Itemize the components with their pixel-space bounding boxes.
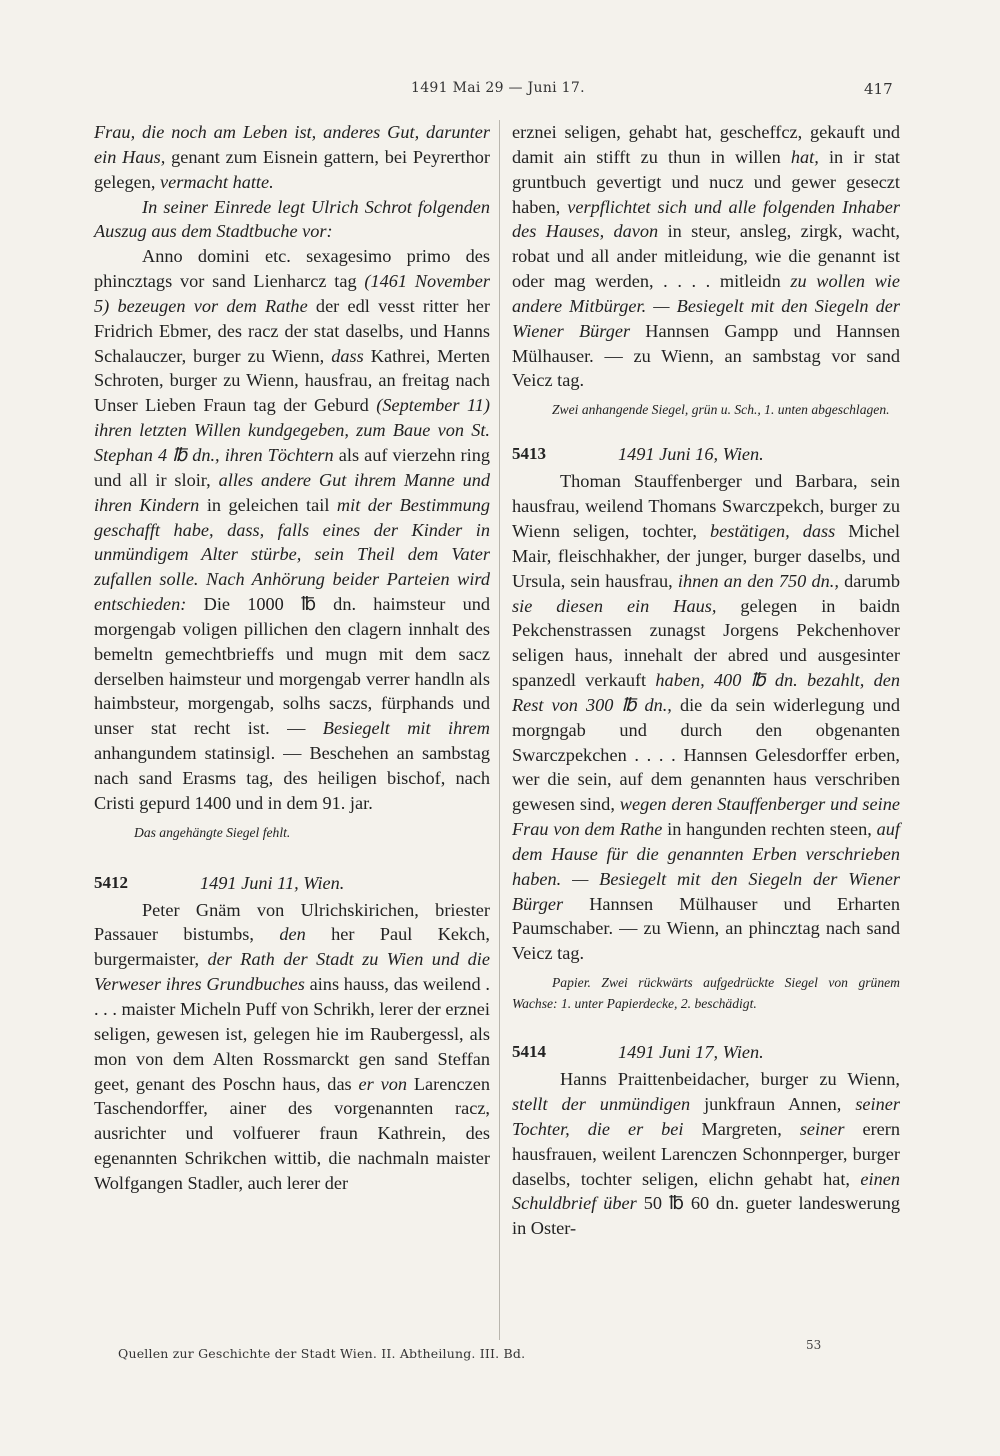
italic-text: seiner Tochter, die er bei — [512, 1094, 900, 1139]
italic-text: auf dem Hause für die genannten Erben verschrieben haben. — Besiegelt mit den Siegeln der Wiener Bürger — [512, 819, 900, 914]
text: als auf vierzehn ring und all ir sloir, — [94, 444, 490, 490]
italic-text: dass — [331, 345, 364, 366]
paragraph — [512, 469, 900, 966]
italic-text: In seiner Einrede legt Ulrich Schrot folgenden Auszug aus dem Stadtbuche vor: — [94, 196, 490, 242]
italic-text: seiner — [799, 1118, 845, 1139]
text: genant zum Eisnein gattern, bei Peyrerthor gelegen, — [94, 146, 490, 192]
italic-text: verpflichtet sich und alle folgenden Inhaber des Hauses, davon — [512, 196, 900, 242]
italic-text: alles andere Gut ihrem Manne und ihren Kindern — [94, 469, 491, 515]
footer-source: Quellen zur Geschichte der Stadt Wien. II. Abtheilung. III. Bd. — [118, 1346, 526, 1361]
paragraph — [94, 244, 490, 815]
text: der edl vesst ritter her Fridrich Ebmer, des racz der stat daselbs, und Hanns Schalauczer, burger zu Wienn, — [94, 295, 490, 366]
text: Kathrei, Merten Schroten, burger zu Wienn, hausfrau, an freitag nach Unser Lieben Fraun tag der Geburd — [94, 345, 490, 416]
seal-note: Das angehängte Siegel fehlt. — [134, 824, 291, 840]
column-divider — [499, 120, 500, 1340]
entry-number: 5414 — [512, 1042, 546, 1062]
italic-text: (1461 November 5) bezeugen vor dem Rathe — [94, 271, 490, 316]
text: Margreten, — [683, 1118, 800, 1139]
entry-heading — [512, 442, 900, 467]
text: 50 ℔ 60 dn. gueter landeswerung in Oster- — [512, 1193, 900, 1239]
text: in steur, ansleg, zirgk, wacht, robat und all ander mitleidung, wie die genannt ist oder mag werden, . . . . mitleidn — [512, 221, 900, 292]
running-title: 1491 Mai 29 — Juni 17. — [411, 80, 585, 96]
italic-text: bestätigen, dass — [709, 520, 836, 541]
text: darumb — [838, 570, 900, 591]
text: her Paul Kekch, burgermaister, — [94, 924, 490, 970]
text: Die 1000 ℔ dn. haimsteur und morgengab voligen pillichen den clagern innhalt des bemeltn gemechtbrieffs und mugn mit dem sacz derselben haimsteur und morgengab verrer handln als haimbsteur, morgengab, solhs saczs, fürphands und unser stat recht ist. — — [94, 594, 490, 739]
paragraph — [94, 195, 490, 245]
text: Michel Mair, fleischhakher, der junger, burger daselbs, und Ursula, sein hausfrau, — [512, 520, 900, 591]
signature-mark: 53 — [806, 1338, 822, 1352]
paragraph — [94, 898, 490, 1196]
italic-text: vermacht hatte. — [159, 171, 274, 192]
entry-number: 5413 — [512, 444, 546, 464]
text: in geleichen tail — [199, 494, 337, 515]
text: Hanns Praittenbeidacher, burger zu Wienn, — [560, 1069, 900, 1090]
text: erznei seligen, gehabt hat, gescheffcz, gekauft und damit ain stifft zu thun in willen — [512, 122, 900, 167]
text: gelegen in baidn Pekchenstrassen zunagst Jorgens Pekchenhover seligen haus, innehalt der abred und ausgesinter spanzedl verkauft — [512, 595, 900, 691]
italic-text: zu wollen wie andere Mitbürger. — Besiegelt mit den Siegeln der Wiener Bürger — [512, 271, 900, 341]
italic-text: Besiegelt mit ihrem — [322, 718, 490, 739]
entry-date: 1491 Juni 17, Wien. — [618, 1042, 764, 1063]
italic-text: ihnen an den 750 dn., — [677, 570, 839, 591]
italic-text: (September 11) ihren letzten Willen kundgegeben, zum Baue von St. Stephan 4 ℔ dn., ihren Töchtern — [94, 395, 490, 465]
italic-text: wegen deren Stauffenberger und seine Frau von dem Rathe — [512, 794, 900, 840]
text: junkfraun Annen, — [690, 1094, 856, 1114]
text: ains hauss, das weilend . . . . maister Micheln Puff von Schrikh, lerer der erznei seligen, gewesen ist, gelegen hie im Raubergessl, als mon von dem Alten Rossmarckt gen sand Steffan geet, genant des Poschn haus, das — [94, 974, 490, 1094]
text: Peter Gnäm von Ulrichskirichen, briester Passauer bistumbs, — [94, 899, 490, 945]
italic-text: haben, 400 ℔ dn. bezahlt, den Rest von 300 ℔ dn., — [512, 670, 900, 715]
italic-text: den — [279, 924, 306, 945]
italic-text: mit der Bestimmung geschafft habe, dass, falls eines der Kinder in unmündigem Alter stürbe, sein Theil dem Vater zufallen solle. Nach Anhörung beider Parteien wird entschieden: — [94, 494, 490, 615]
seal-note: Papier. Zwei rückwärts aufgedrückte Siegel von grünem Wachse: 1. unter Papierdecke, 2. beschädigt. — [512, 975, 900, 1012]
paragraph — [512, 120, 900, 393]
italic-text: der Rath der Stadt zu Wien und die Verweser ihres Grundbuches — [94, 949, 490, 995]
text: Larenczen Taschendorffer, ainer des vorgenannten racz, ausrichter und volfuerer fraun Kathrein, des egenannten Schrikchen wittib, die nachmaln maister Wolfgangen Stadler, auch lerer der — [94, 1073, 490, 1193]
entry-heading — [512, 1040, 900, 1065]
entry-heading — [94, 871, 490, 896]
text: Anno domini etc. sexagesimo primo des phincztags vor sand Lienharcz tag — [94, 246, 490, 292]
italic-text: er von — [358, 1073, 408, 1094]
text: erern hausfrauen, weilent Larenczen Schonnperger, burger daselbs, tochter seligen, elichn gehabt hat, — [512, 1118, 901, 1189]
entry-number: 5412 — [94, 872, 128, 892]
text: Hannsen Gampp und Hannsen Mülhauser. — zu Wienn, an sambstag vor sand Veicz tag. — [512, 320, 900, 391]
entry-date: 1491 Juni 11, Wien. — [200, 872, 345, 893]
left-column — [94, 120, 490, 1196]
right-column — [512, 120, 900, 1241]
text: Thoman Stauffenberger und Barbara, sein hausfrau, weilend Thomans Swarczpekch, burger zu Wienn seligen, tochter, — [512, 471, 900, 541]
running-head — [0, 76, 1000, 100]
italic-text: einen Schuldbrief über — [512, 1168, 900, 1214]
page-number: 417 — [864, 80, 893, 98]
paragraph — [512, 1067, 900, 1241]
text: in hangunden rechten steen, — [662, 819, 877, 840]
text: in ir stat gruntbuch gevertigt und nucz und gewer geseczt haben, — [512, 146, 901, 217]
text: Hannsen Mülhauser und Erharten Paumschaber. — zu Wienn, an phincztag nach sand Veicz tag. — [512, 893, 900, 964]
text: die da sein widerlegung und morgngab und durch den obgenanten Swarczpekchen . . . . Hannsen Gelesdorffer erben, wer die sein, auf dem genannten haus verschriben gewesen sind, — [512, 694, 900, 815]
italic-text: hat, — [790, 146, 819, 167]
text: anhangundem statinsigl. — Beschehen an sambstag nach sand Erasms tag, des heiligen bischof, nach Cristi gepurd 1400 und in dem 91. jar. — [94, 743, 490, 813]
italic-text: stellt der unmündigen — [512, 1094, 691, 1114]
italic-text: sie diesen ein Haus, — [512, 595, 717, 616]
italic-text: Frau, die noch am Leben ist, anderes Gut, darunter ein Haus, — [94, 122, 490, 167]
seal-note: Zwei anhangende Siegel, grün u. Sch., 1. unten abgeschlagen. — [552, 402, 890, 418]
entry-date: 1491 Juni 16, Wien. — [618, 444, 764, 465]
paragraph — [94, 120, 490, 195]
